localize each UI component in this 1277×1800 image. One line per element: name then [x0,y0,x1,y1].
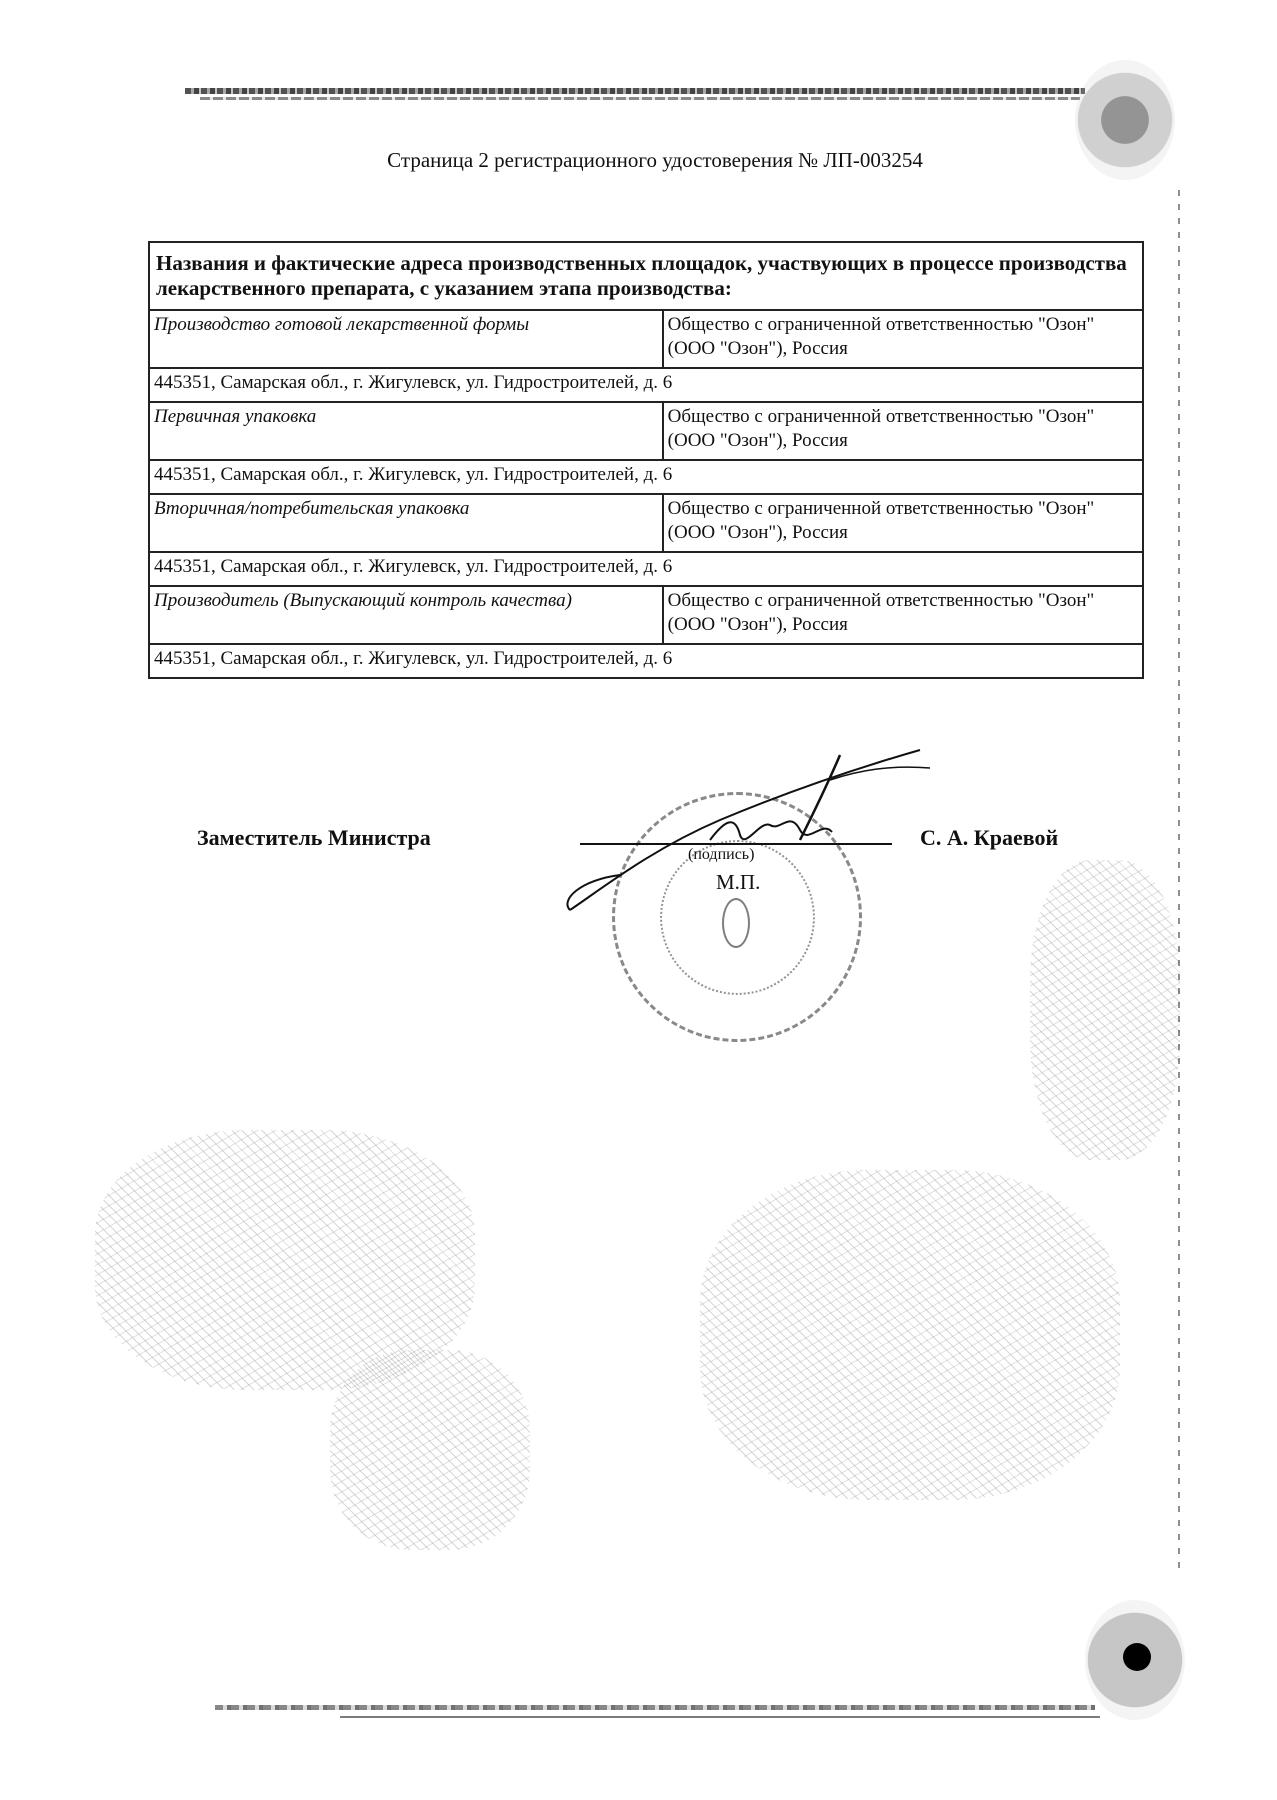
watermark-noise [330,1350,530,1550]
bottom-border-rule [215,1705,1095,1710]
watermark-noise [1030,860,1180,1160]
organization-cell: Общество с ограниченной ответственностью "Озон" (ООО "Озон"), Россия [663,402,1143,460]
address-cell: 445351, Самарская обл., г. Жигулевск, ул. Гидростроителей, д. 6 [149,368,1143,402]
right-edge-rule [1178,190,1180,1570]
stage-cell: Производство готовой лекарственной формы [149,310,663,368]
hologram-dot-icon [1123,1643,1151,1671]
table-row [149,368,1143,402]
page-title: Страница 2 регистрационного удостоверения № ЛП-003254 [387,148,923,172]
top-border-rule-secondary [200,97,1080,100]
signer-title: Заместитель Министра [197,825,431,850]
table-heading-row [149,242,1143,310]
stage-cell: Вторичная/потребительская упаковка [149,494,663,552]
address-cell: 445351, Самарская обл., г. Жигулевск, ул. Гидростроителей, д. 6 [149,552,1143,586]
signature-caption: (подпись) [688,846,755,863]
address-cell: 445351, Самарская обл., г. Жигулевск, ул. Гидростроителей, д. 6 [149,644,1143,678]
table-row [149,460,1143,494]
top-border-rule [185,88,1085,94]
organization-cell: Общество с ограниченной ответственностью "Озон" (ООО "Озон"), Россия [663,586,1143,644]
watermark-noise [700,1170,1120,1500]
table-row [149,494,1143,552]
signature-block [0,815,1277,855]
organization-cell: Общество с ограниченной ответственностью "Озон" (ООО "Озон"), Россия [663,310,1143,368]
stamp-label: М.П. [716,870,761,894]
table-row [149,552,1143,586]
table-row [149,644,1143,678]
table-row [149,402,1143,460]
address-cell: 445351, Самарская обл., г. Жигулевск, ул. Гидростроителей, д. 6 [149,460,1143,494]
production-sites-table [148,241,1144,679]
stage-cell: Производитель (Выпускающий контроль качества) [149,586,663,644]
organization-cell: Общество с ограниченной ответственностью "Озон" (ООО "Озон"), Россия [663,494,1143,552]
signer-name: С. А. Краевой [920,825,1059,850]
stage-cell: Первичная упаковка [149,402,663,460]
bottom-border-rule-secondary [340,1716,1100,1718]
table-row [149,310,1143,368]
table-row [149,586,1143,644]
signature-line [580,843,892,845]
table-heading: Названия и фактические адреса производственных площадок, участвующих в процессе производства лекарственного препарата, с указанием этапа производства: [149,242,1143,310]
